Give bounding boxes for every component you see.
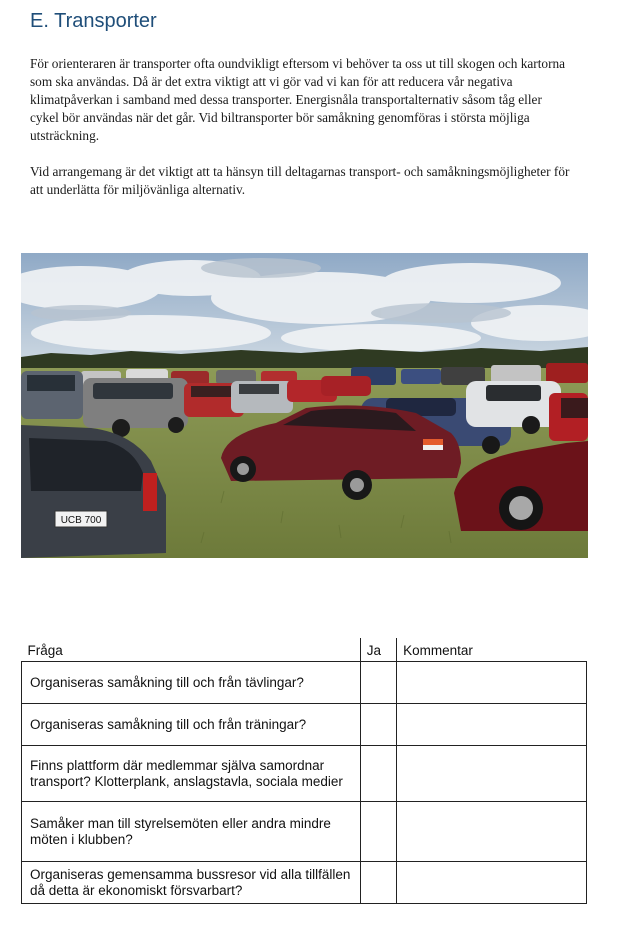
comment-cell[interactable] <box>397 746 587 802</box>
yes-cell[interactable] <box>360 662 396 704</box>
comment-cell[interactable] <box>397 662 587 704</box>
yes-cell[interactable] <box>360 704 396 746</box>
question-cell: Organiseras samåkning till och från tävlingar? <box>22 662 361 704</box>
header-question: Fråga <box>27 643 63 658</box>
header-yes: Ja <box>360 638 396 662</box>
question-cell: Finns plattform där medlemmar själva samordnar transport? Klotterplank, anslagstavla, sociala medier <box>22 746 361 802</box>
yes-cell[interactable] <box>360 802 396 862</box>
yes-cell[interactable] <box>360 862 396 904</box>
license-plate: UCB 700 <box>60 515 102 526</box>
table-row <box>22 802 587 862</box>
comment-cell[interactable] <box>397 862 587 904</box>
arrangement-paragraph: Vid arrangemang är det viktigt att ta hänsyn till deltagarnas transport- och samåkningsmöjligheter för att underlätta för miljövänliga alternativ. <box>30 164 570 197</box>
table-row <box>22 862 587 904</box>
comment-cell[interactable] <box>397 802 587 862</box>
section-heading: E. Transporter <box>30 10 157 32</box>
yes-cell[interactable] <box>360 746 396 802</box>
intro-paragraph: För orienteraren är transporter ofta oundvikligt eftersom vi behöver ta oss ut till skogen och kartorna som ska användas. Då är det extra viktigt att vi gör vad vi kan för att reducera vår negativa klimatpåverkan i samband med dessa transporter. Energisnåla transportalternativ såsom tåg eller cykel bör användas när det går. Vid biltransporter bör samåkning genomföras i största möjliga utsträckning. <box>30 56 566 143</box>
table-row <box>22 704 587 746</box>
question-cell: Organiseras samåkning till och från träningar? <box>22 704 361 746</box>
header-comment: Kommentar <box>403 643 473 658</box>
comment-cell[interactable] <box>397 704 587 746</box>
transport-checklist-table <box>21 638 587 904</box>
table-row <box>22 746 587 802</box>
question-cell: Samåker man till styrelsemöten eller andra mindre möten i klubben? <box>22 802 361 862</box>
table-row <box>22 662 587 704</box>
question-cell: Organiseras gemensamma bussresor vid alla tillfällen då detta är ekonomiskt försvarbart? <box>22 862 361 904</box>
parking-lot-photo <box>21 253 588 558</box>
